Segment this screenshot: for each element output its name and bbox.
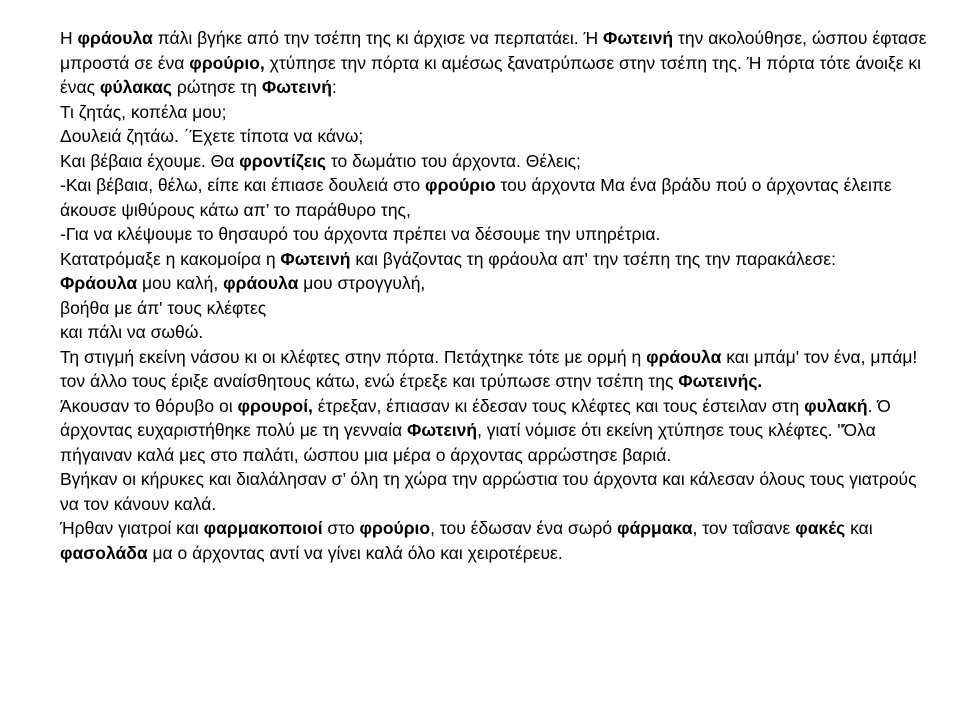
bold-keyword: Φωτεινή — [261, 77, 332, 97]
text-run: , γιατί νόμισε ότι εκείνη χτύπησε τους κλέφτες. "Όλα πήγαιναν καλά μες στο παλάτι, ώσπου μια μέρα ο άρχοντας αρρώστησε βαριά. — [60, 420, 876, 465]
bold-keyword: φρουροί, — [237, 395, 313, 416]
story-paragraph — [60, 173, 940, 222]
text-run: Τη στιγμή εκείνη νάσου κι οι κλέφτες στην πόρτα. Πετάχτηκε τότε με ορμή η — [60, 346, 647, 367]
text-run: μου στρογγυλή, — [298, 273, 426, 293]
story-paragraph — [60, 271, 940, 296]
text-run: Κατατρόμαξε η κακομοίρα η — [60, 248, 281, 269]
text-run: . Ό άρχοντας ευχαριστήθηκε πολύ με τη γενναία — [60, 395, 891, 440]
bold-keyword: φύλακας — [99, 77, 172, 97]
bold-keyword: Φωτεινής. — [678, 371, 763, 391]
story-text-body — [60, 26, 940, 565]
text-run: πάλι βγήκε από την τσέπη της κι άρχισε να περπατάει. Ή — [152, 28, 604, 48]
text-run: την ακολούθησε, ώσπου έφτασε μπροστά σε ένα — [60, 28, 927, 73]
text-run: μα ο άρχοντας αντί να γίνει καλά όλο και χειροτέρευε. — [147, 542, 563, 563]
text-run: Και βέβαια έχουμε. Θα — [60, 150, 240, 171]
text-run: , του έδωσαν ένα σωρό — [430, 518, 617, 538]
text-run: και βγάζοντας τη φράουλα απ' την τσέπη της την παρακάλεσε: — [350, 248, 836, 269]
text-run: χτύπησε την πόρτα κι αμέσως ξανατρύπωσε στην τσέπη της. Ή πόρτα τότε άνοιξε κι ένας — [60, 52, 922, 97]
bold-keyword: φρούριο, — [189, 52, 265, 73]
story-paragraph — [60, 124, 940, 149]
story-paragraph — [60, 345, 940, 394]
text-run: Βγήκαν οι κήρυκες και διαλάλησαν σ’ όλη τη χώρα την αρρώστια του άρχοντα και κάλεσαν όλους τους γιατρούς να τον κάνουν καλά. — [60, 469, 917, 514]
bold-keyword: φρούριο — [425, 175, 496, 195]
text-run: Τι ζητάς, κοπέλα μου; — [60, 101, 227, 122]
text-run: το δωμάτιο του άρχοντα. Θέλεις; — [326, 150, 581, 171]
text-run: και πάλι να σωθώ. — [60, 322, 204, 342]
bold-keyword: φακές — [795, 518, 846, 538]
bold-keyword: Φράουλα — [60, 273, 138, 293]
bold-keyword: φασολάδα — [60, 542, 148, 563]
text-run: Δουλειά ζητάω. ΄Έχετε τίποτα να κάνω; — [60, 126, 364, 146]
bold-keyword: φαρμακοποιοί — [203, 518, 323, 538]
text-run: έτρεξαν, έπιασαν κι έδεσαν τους κλέφτες και τους έστειλαν στη — [312, 395, 805, 416]
story-paragraph — [60, 247, 940, 272]
story-paragraph — [60, 149, 940, 174]
bold-keyword: Φωτεινή — [603, 28, 674, 48]
text-run: -Για να κλέψουμε το θησαυρό του άρχοντα πρέπει να δέσουμε την υπηρέτρια. — [60, 224, 661, 244]
story-paragraph — [60, 100, 940, 125]
text-run: -Και βέβαια, θέλω, είπε και έπιασε δουλειά στο — [60, 175, 426, 195]
text-run: : — [331, 77, 337, 97]
text-run: και — [845, 518, 873, 538]
text-run: Άκουσαν το θόρυβο οι — [60, 395, 238, 416]
text-run: στο — [322, 518, 360, 538]
story-paragraph — [60, 296, 940, 321]
bold-keyword: φράουλα — [223, 273, 299, 293]
bold-keyword: φρούριο — [359, 518, 431, 538]
text-run: και μπάμ' τον ένα, μπάμ! τον άλλο τους έριξε αναίσθητους κάτω, ενώ έτρεξε και τρύπωσε στην τσέπη της — [60, 346, 918, 391]
text-run: ρώτησε τη — [172, 77, 262, 97]
bold-keyword: Φωτεινή — [280, 248, 351, 269]
story-paragraph — [60, 516, 940, 565]
story-paragraph — [60, 222, 940, 247]
story-paragraph — [60, 320, 940, 345]
text-run: του άρχοντα Μα ένα βράδυ πού ο άρχοντας έλειπε άκουσε ψιθύρους κάτω απ’ το παράθυρο της, — [60, 175, 892, 220]
bold-keyword: φράουλα — [77, 28, 153, 48]
bold-keyword: φάρμακα — [616, 518, 693, 538]
story-paragraph — [60, 467, 940, 516]
bold-keyword: Φωτεινή — [407, 420, 478, 440]
text-run: βοήθα με άπ' τους κλέφτες — [60, 297, 267, 318]
text-run: , τον ταΐσανε — [692, 518, 796, 538]
story-paragraph — [60, 26, 940, 100]
bold-keyword: φράουλα — [646, 346, 722, 367]
text-run: μου καλή, — [137, 273, 224, 293]
bold-keyword: φροντίζεις — [239, 150, 327, 171]
text-run: Η — [60, 28, 78, 48]
story-paragraph — [60, 394, 940, 468]
text-run: Ήρθαν γιατροί και — [60, 518, 204, 538]
bold-keyword: φυλακή — [804, 395, 868, 416]
